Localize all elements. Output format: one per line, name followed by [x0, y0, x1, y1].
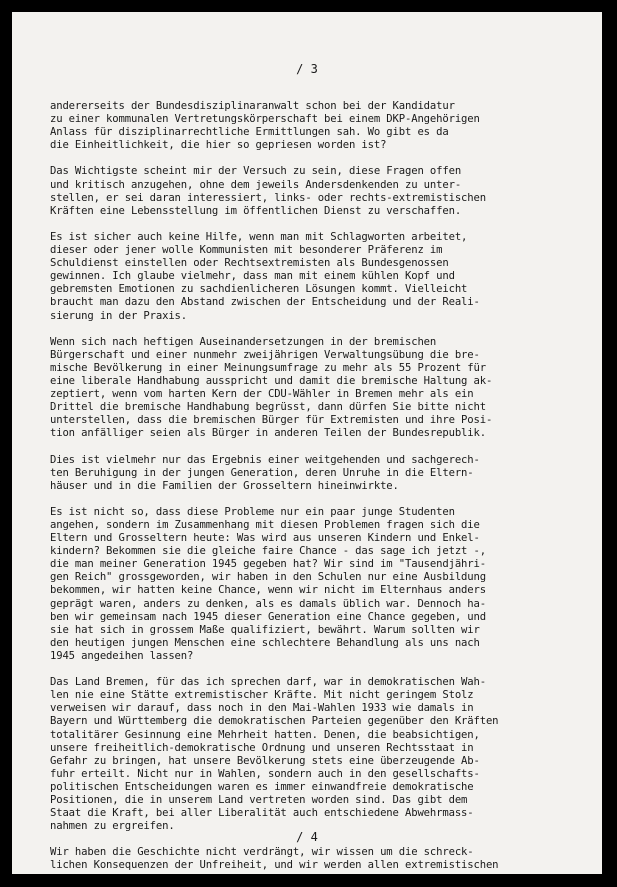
next-page-marker: / 4 — [296, 830, 318, 844]
text-line: Dies ist vielmehr nur das Ergebnis einer weitgehenden und sachgerech- — [50, 453, 480, 466]
paragraph — [50, 506, 602, 663]
text-line: die Einheitlichkeit, die hier so gepriesen worden ist? — [50, 139, 387, 152]
text-line: Es ist sicher auch keine Hilfe, wenn man mit Schlagworten arbeitet, — [50, 230, 468, 243]
text-line: fuhr erteilt. Nicht nur in Wahlen, sondern auch in den gesellschafts- — [50, 767, 480, 780]
text-line: sierung in der Praxis. — [50, 309, 188, 322]
text-line: Bürgerschaft und einer nunmehr zweijährigen Verwaltungsübung die bre- — [50, 348, 480, 361]
text-line: ben wir gemeinsam nach 1945 dieser Generation eine Chance gegeben, und — [50, 610, 486, 623]
text-line: bekommen, wir hatten keine Chance, wenn wir nicht im Elternhaus anders — [50, 584, 486, 597]
text-line: kindern? Bekommen sie die gleiche faire Chance - das sage ich jetzt -, — [50, 545, 486, 558]
text-line: gebremsten Emotionen zu sachdienlicheren Lösungen kommt. Vielleicht — [50, 283, 468, 296]
text-line: nahmen zu ergreifen. — [50, 820, 175, 833]
paragraph — [50, 165, 602, 217]
text-line: totalitärer Gesinnung eine Mehrheit hatten. Denen, die beabsichtigen, — [50, 728, 480, 741]
paragraph — [50, 676, 602, 833]
text-line: Anlass für disziplinarrechtliche Ermittlungen sah. Wo gibt es da — [50, 126, 449, 139]
text-line: zu einer kommunalen Vertretungskörperschaft bei einem DKP-Angehörigen — [50, 113, 480, 126]
text-line: Eltern und Grosseltern heute: Was wird aus unseren Kindern und Enkel- — [50, 532, 480, 545]
text-line: ten Beruhigung in der jungen Generation, deren Unruhe in die Eltern- — [50, 466, 474, 479]
paragraph — [50, 454, 602, 493]
text-line: zeptiert, wenn vom harten Kern der CDU-Wähler in Bremen mehr als ein — [50, 388, 474, 401]
text-line: Es ist nicht so, dass diese Probleme nur ein paar junge Studenten — [50, 505, 455, 518]
text-line: Drittel die bremische Handhabung begrüsst, dann dürfen Sie bitte nicht — [50, 401, 486, 414]
text-line: andererseits der Bundesdisziplinaranwalt schon bei der Kandidatur — [50, 100, 455, 112]
text-line: mische Bevölkerung in einer Meinungsumfrage zu mehr als 55 Prozent für — [50, 361, 486, 374]
text-line: Schuldienst einstellen oder Rechtsextremisten als Bundesgenossen — [50, 257, 449, 270]
text-line: unsere freiheitlich-demokratische Ordnung und unseren Rechtsstaat in — [50, 741, 474, 754]
text-line: Das Wichtigste scheint mir der Versuch zu sein, diese Fragen offen — [50, 165, 462, 178]
text-line: gewinnen. Ich glaube vielmehr, dass man mit einem kühlen Kopf und — [50, 270, 455, 283]
paragraph — [50, 100, 602, 152]
text-line: politischen Entscheidungen waren es immer einwandfreie demokratische — [50, 780, 474, 793]
text-line: eine liberale Handhabung ausspricht und damit die bremische Haltung ak- — [50, 374, 493, 387]
paragraph — [50, 846, 602, 872]
text-line: häuser und in die Familien der Grosseltern hineinwirkte. — [50, 479, 399, 492]
text-line: geprägt waren, anders zu denken, als es damals üblich war. Dennoch ha- — [50, 597, 486, 610]
text-line: den heutigen jungen Menschen eine schlechtere Behandlung als uns nach — [50, 636, 480, 649]
text-line: lichen Konsequenzen der Unfreiheit, und wir werden allen extremistischen — [50, 859, 499, 872]
text-line: Wir haben die Geschichte nicht verdrängt, wir wissen um die schreck- — [50, 846, 474, 859]
document-body — [50, 100, 602, 874]
page-number: / 3 — [296, 62, 318, 76]
text-line: tion anfälliger seien als Bürger in anderen Teilen der Bundesrepublik. — [50, 427, 486, 440]
text-line: dieser oder jener wolle Kommunisten mit besonderer Präferenz im — [50, 244, 443, 257]
text-line: Gefahr zu bringen, hat unsere Bevölkerung stets eine überzeugende Ab- — [50, 754, 480, 767]
text-line: die man meiner Generation 1945 gegeben hat? Wir sind im "Tausendjähri- — [50, 558, 486, 571]
text-line: 1945 angedeihen lassen? — [50, 649, 194, 662]
text-line: stellen, er sei daran interessiert, links- oder rechts-extremistischen — [50, 191, 486, 204]
text-line: und kritisch anzugehen, ohne dem jeweils Andersdenkenden zu unter- — [50, 178, 462, 191]
paragraph — [50, 231, 602, 323]
text-line: Positionen, die in unserem Land vertreten worden sind. Das gibt dem — [50, 793, 468, 806]
text-line: Wenn sich nach heftigen Auseinandersetzungen in der bremischen — [50, 335, 437, 348]
text-line: Das Land Bremen, für das ich sprechen darf, war in demokratischen Wah- — [50, 676, 486, 689]
text-line: unterstellen, dass die bremischen Bürger für Extremisten und ihre Posi- — [50, 414, 493, 427]
text-line: gen Reich" grossgeworden, wir haben in den Schulen nur eine Ausbildung — [50, 571, 486, 584]
text-line: Bayern und Württemberg die demokratischen Parteien gegenüber den Kräften — [50, 715, 499, 728]
text-line: sie hat sich in grossem Maße qualifiziert, bewährt. Warum sollten wir — [50, 623, 480, 636]
text-line: verweisen wir darauf, dass noch in den Mai-Wahlen 1933 wie damals in — [50, 702, 474, 715]
text-line: len nie eine Stätte extremistischer Kräfte. Mit nicht geringem Stolz — [50, 689, 474, 702]
text-line: Staat die Kraft, bei aller Liberalität auch entschiedene Abwehrmass- — [50, 807, 474, 820]
text-line: angehen, sondern im Zusammenhang mit diesen Problemen fragen sich die — [50, 519, 480, 531]
paragraph — [50, 336, 602, 441]
text-line: braucht man dazu den Abstand zwischen der Entscheidung und der Reali- — [50, 296, 480, 309]
text-line: Kräften eine Lebensstellung im öffentlichen Dienst zu verschaffen. — [50, 204, 462, 217]
document-page — [12, 12, 602, 874]
